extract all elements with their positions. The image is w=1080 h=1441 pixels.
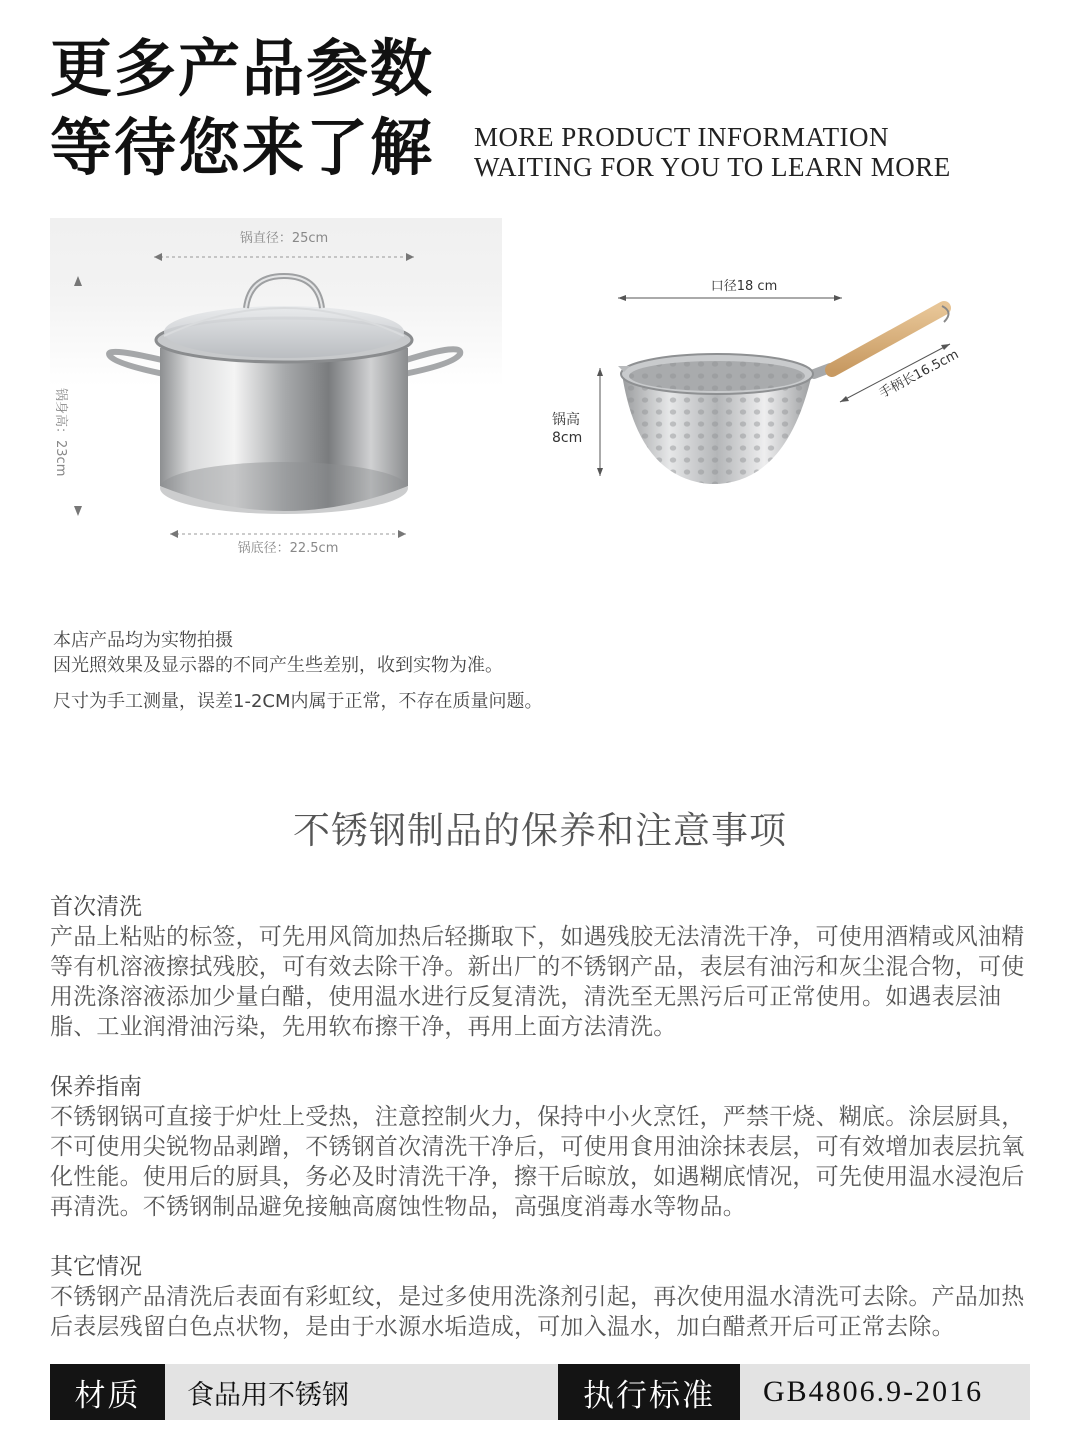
care-body: 不锈钢锅可直接于炉灶上受热，注意控制火力，保持中小火烹饪，严禁干烧、糊底。涂层厨具，不可使用尖锐物品剥蹭，不锈钢首次清洗干净后，可使用食用油涂抹表层，可有效增加表层抗氧化性能。使用后的厨具，务必及时清洗干净，擦干后晾放，如遇糊底情况，可先使用温水浸泡后再清洗。不锈钢制品避免接触高腐蚀性物品，高强度消毒水等物品。 (50, 1104, 1025, 1220)
bottom-diameter-label: 锅底径：22.5cm (237, 541, 339, 556)
pan-height-label-2: 8cm (552, 430, 583, 446)
english-subtitle-line-2: WAITING FOR YOU TO LEARN MORE (474, 152, 951, 182)
note-measurement-error: 尺寸为手工测量，误差1-2CM内属于正常，不存在质量问题。 (53, 691, 543, 712)
care-body: 产品上粘贴的标签，可先用风筒加热后轻撕取下，如遇残胶无法清洗干净，可使用酒精或风油精等有机溶液擦拭残胶，可有效去除干净。新出厂的不锈钢产品，表层有油污和灰尘混合物，可使用洗涤溶液添加少量白醋，使用温水进行反复清洗，清洗至无黑污后可正常使用。如遇表层油脂、工业润滑油污染，先用软布擦干净，再用上面方法清洗。 (50, 924, 1025, 1040)
care-body: 不锈钢产品清洗后表面有彩虹纹，是过多使用洗涤剂引起，再次使用温水清洗可去除。产品加热后表层残留白色点状物，是由于水源水垢造成，可加入温水，加白醋煮开后可正常去除。 (50, 1284, 1025, 1340)
height-label: 锅身高：23cm (53, 388, 68, 477)
pan-diameter-label: 口径18 cm (710, 279, 778, 294)
milk-pan-photo (540, 262, 980, 502)
care-section-first-wash (50, 892, 1035, 1042)
page-title-line-2: 等待您来了解 (50, 111, 435, 184)
care-section-title: 不锈钢制品的保养和注意事项 (293, 809, 787, 852)
material-value: 食品用不锈钢 (187, 1379, 349, 1411)
top-diameter-label: 锅直径：25cm (239, 231, 329, 246)
care-section-other (50, 1252, 1035, 1342)
spec-bar (50, 1364, 1030, 1420)
care-section-maintenance (50, 1072, 1035, 1222)
pan-height-label-1: 锅高 (552, 412, 580, 428)
note-real-photo: 本店产品均为实物拍摄 (53, 630, 233, 651)
care-heading: 首次清洗 (50, 894, 142, 920)
standard-value: GB4806.9-2016 (763, 1375, 984, 1408)
standard-label: 执行标准 (558, 1364, 740, 1420)
pan-handle-label: 手柄长16.5cm (876, 347, 962, 402)
note-display-difference: 因光照效果及显示器的不同产生些差别，收到实物为准。 (53, 655, 503, 676)
english-subtitle-line-1: MORE PRODUCT INFORMATION (474, 122, 890, 152)
care-heading: 保养指南 (50, 1074, 142, 1100)
page-title-line-1: 更多产品参数 (50, 32, 435, 105)
stockpot-photo (50, 218, 502, 576)
care-heading: 其它情况 (50, 1254, 142, 1280)
material-label: 材质 (50, 1364, 165, 1420)
